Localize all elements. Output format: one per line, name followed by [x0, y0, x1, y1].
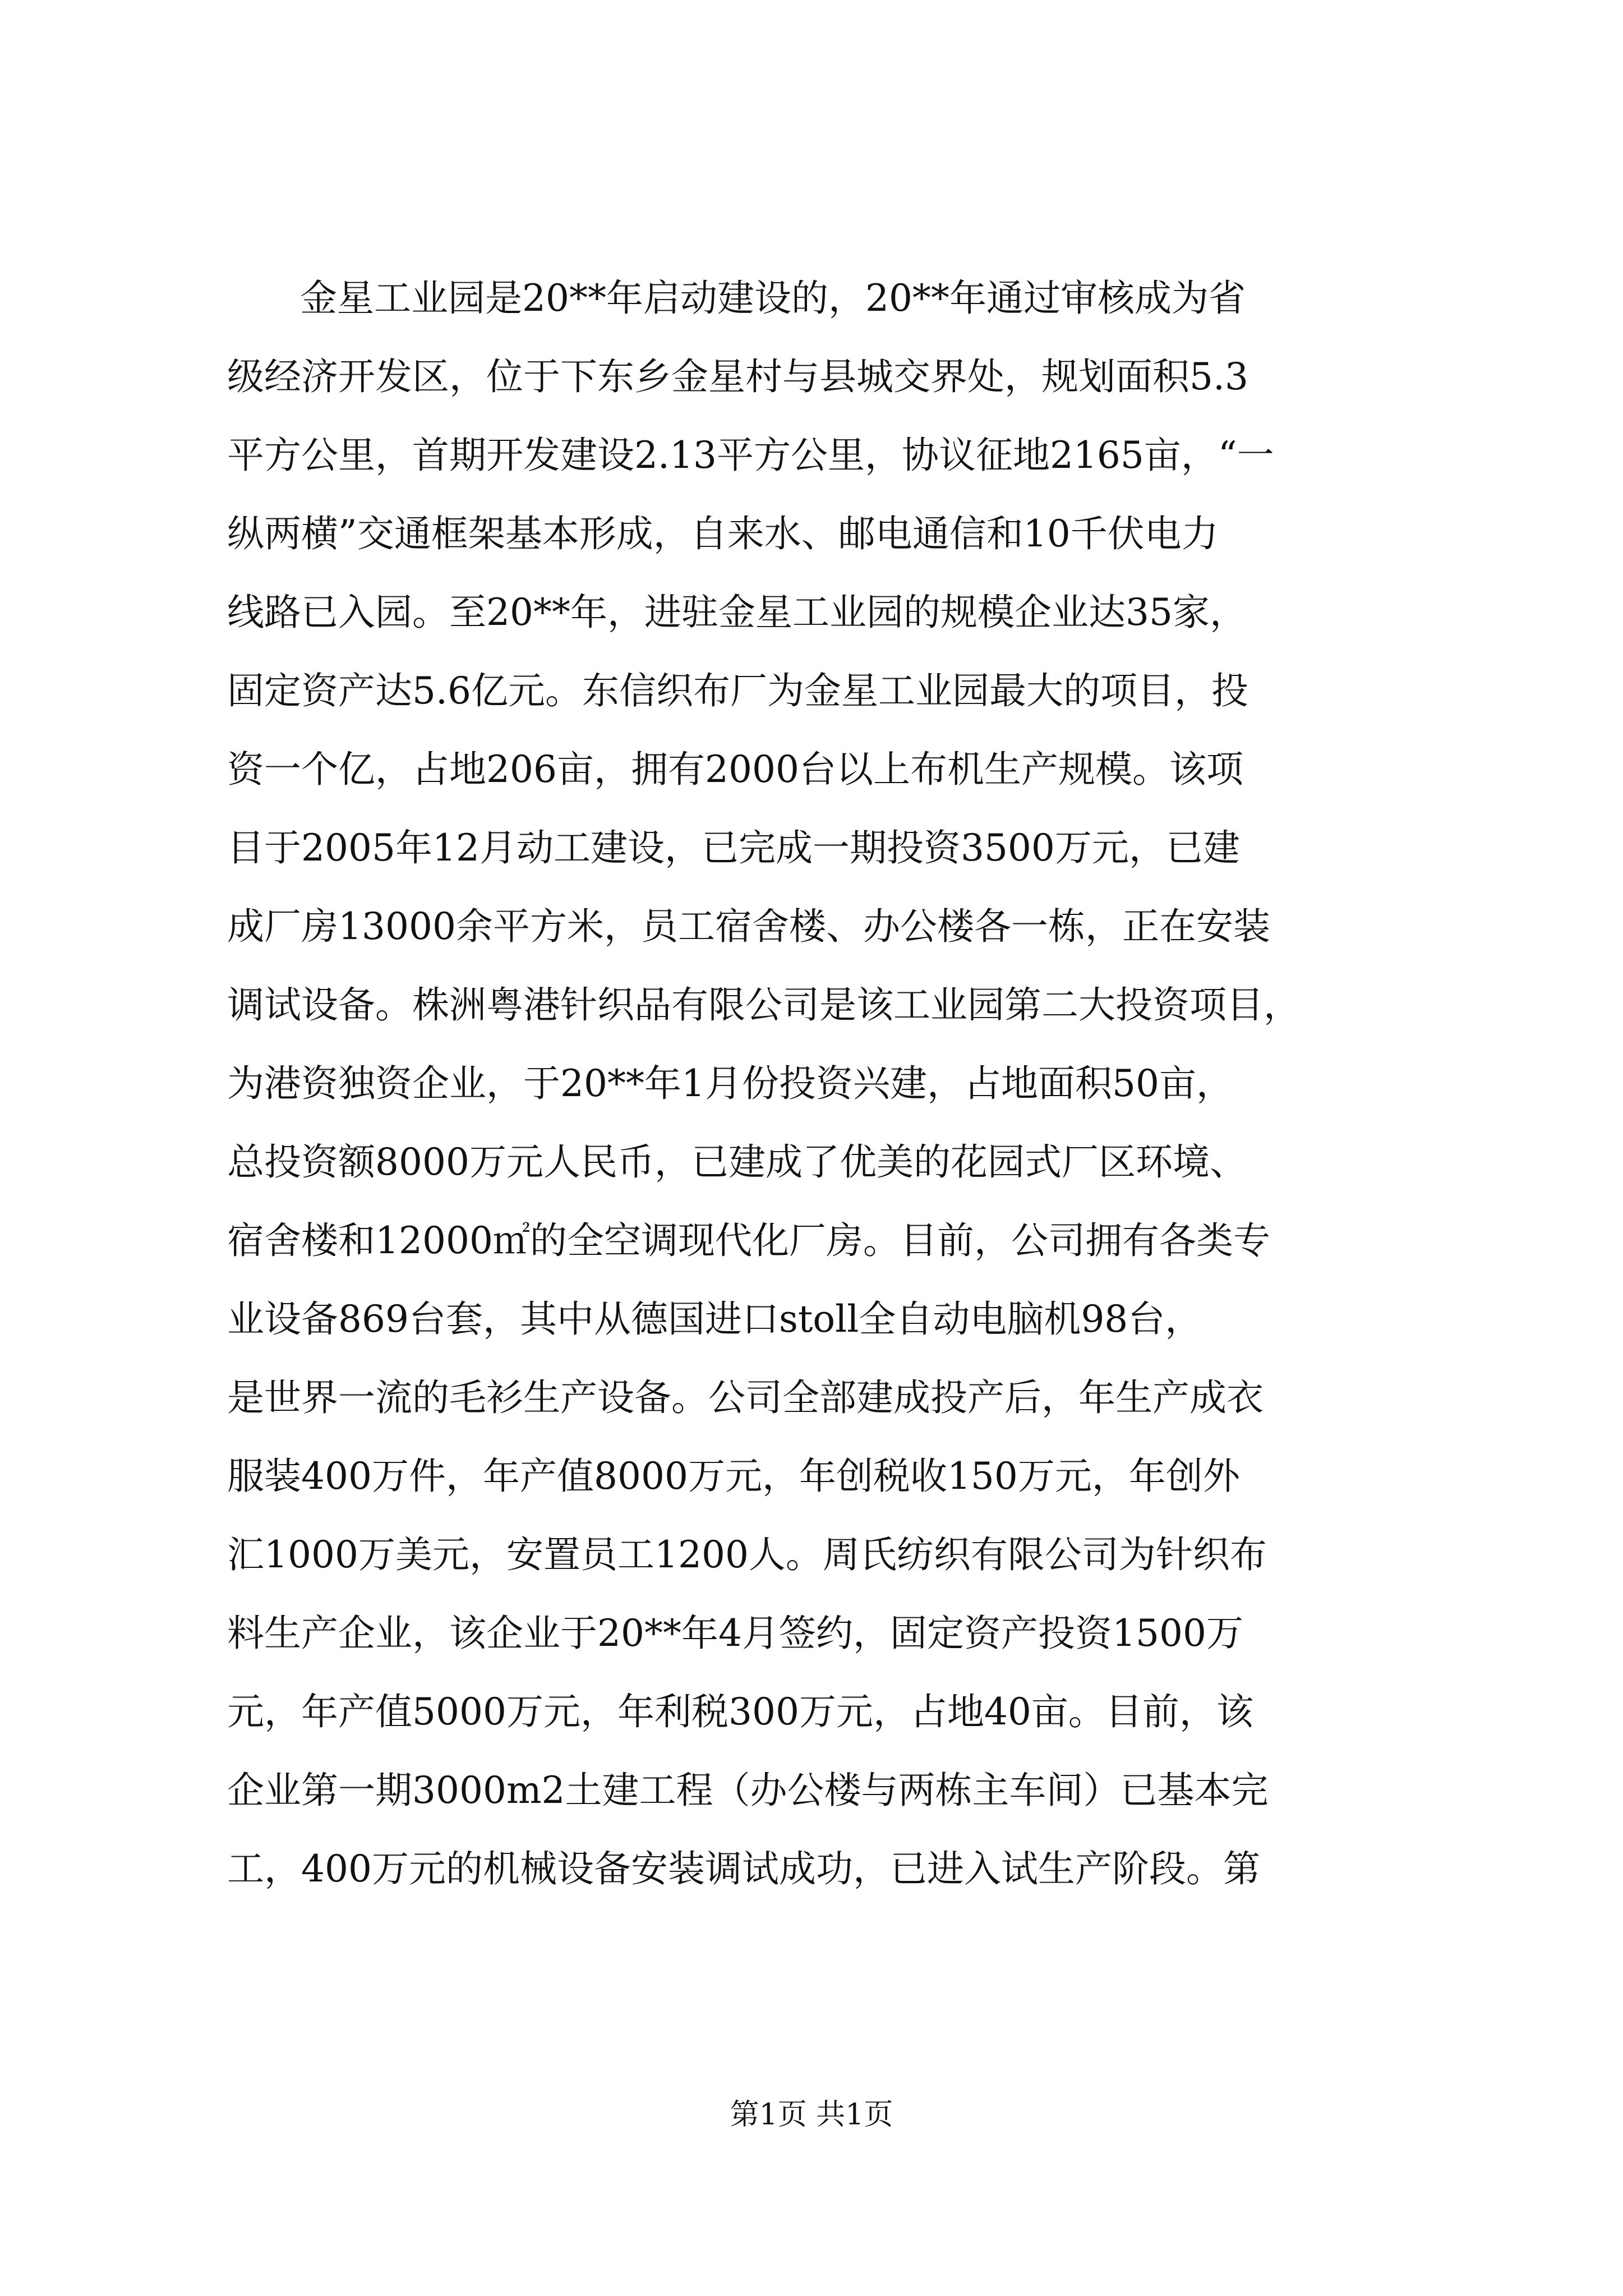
text-line-5: 线路已入园。至20**年，进驻金星工业园的规模企业达35家， [227, 591, 1247, 634]
text-line-2: 级经济开发区，位于下东乡金星村与县城交界处，规划面积5.3 [227, 355, 1248, 398]
text-line-19: 元，年产值5000万元，年利税300万元，占地40亩。目前，该 [227, 1690, 1253, 1733]
text-line-14: 业设备869台套，其中从德国进口stoll全自动电脑机98台， [227, 1297, 1202, 1341]
text-line-9: 成厂房13000余平方米，员工宿舍楼、办公楼各一栋，正在安装 [227, 905, 1270, 948]
text-line-13: 宿舍楼和12000㎡的全空调现代化厂房。目前，公司拥有各类专 [227, 1219, 1270, 1262]
text-line-16: 服装400万件，年产值8000万元，年创税收150万元，年创外 [227, 1455, 1240, 1498]
text-line-3: 平方公里，首期开发建设2.13平方公里，协议征地2165亩，“一 [227, 434, 1274, 477]
text-line-20: 企业第一期3000m2土建工程（办公楼与两栋主车间）已基本完 [227, 1769, 1269, 1812]
body-paragraph [227, 259, 1422, 1908]
page-footer [0, 2095, 1623, 2134]
text-line-7: 资一个亿，占地206亩，拥有2000台以上布机生产规模。该项 [227, 748, 1243, 791]
text-line-1: 金星工业园是20**年启动建设的，20**年通过审核成为省 [300, 277, 1246, 320]
text-line-15: 是世界一流的毛衫生产设备。公司全部建成投产后，年生产成衣 [227, 1376, 1264, 1419]
page-number-label: 第1页 共1页 [730, 2098, 893, 2132]
text-line-10: 调试设备。株洲粤港针织品有限公司是该工业园第二大投资项目， [227, 983, 1301, 1027]
text-line-17: 汇1000万美元，安置员工1200人。周氏纺织有限公司为针织布 [227, 1533, 1267, 1576]
text-line-11: 为港资独资企业，于20**年1月份投资兴建，占地面积50亩， [227, 1062, 1233, 1105]
text-line-12: 总投资额8000万元人民币，已建成了优美的花园式厂区环境、 [227, 1140, 1247, 1184]
text-line-8: 目于2005年12月动工建设，已完成一期投资3500万元，已建 [227, 826, 1240, 869]
text-line-4: 纵两横”交通框架基本形成，自来水、邮电通信和10千伏电力 [227, 512, 1219, 555]
text-line-21: 工，400万元的机械设备安装调试成功，已进入试生产阶段。第 [227, 1847, 1260, 1890]
text-line-18: 料生产企业，该企业于20**年4月签约，固定资产投资1500万 [227, 1612, 1243, 1655]
text-line-6: 固定资产达5.6亿元。东信织布厂为金星工业园最大的项目，投 [227, 669, 1248, 712]
